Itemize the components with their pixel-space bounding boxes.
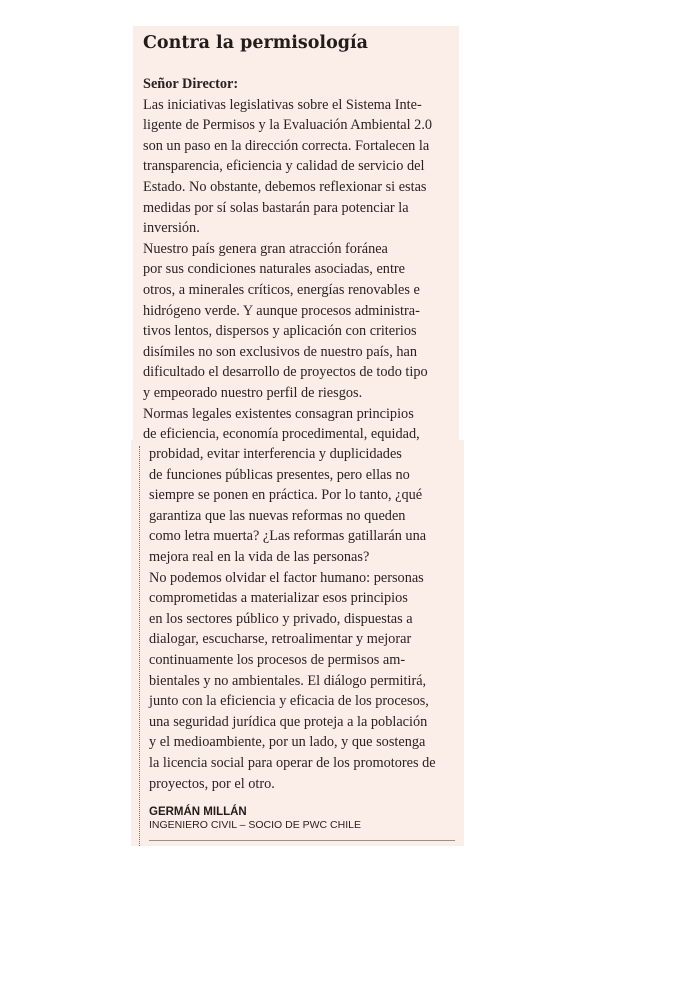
body-line: garantiza que las nuevas reformas no queden [149,507,406,524]
body-line: dialogar, escucharse, retroalimentar y mejorar [149,631,412,648]
body-line: de funciones públicas presentes, pero ellas no [149,466,410,483]
body-line: Estado. No obstante, debemos reflexionar si estas [143,178,427,195]
body-line: ligente de Permisos y la Evaluación Ambiental 2.0 [143,117,433,134]
body-line: continuamente los procesos de permisos am- [149,651,406,668]
body-line: comprometidas a materializar esos principios [149,590,408,607]
body-line: proyectos, por el otro. [149,775,275,792]
body-line: son un paso en la dirección correcta. Fortalecen la [143,137,430,154]
body-line: mejora real en la vida de las personas? [149,548,370,565]
body-line: y empeorado nuestro perfil de riesgos. [143,384,363,401]
body-line: Normas legales existentes consagran principios [143,405,414,422]
body-line: la licencia social para operar de los promotores de [149,754,436,771]
author-name: GERMÁN MILLÁN [149,806,247,818]
article-body-bottom [149,444,436,794]
body-line: otros, a minerales críticos, energías renovables e [143,281,420,298]
bottom-divider [149,840,455,841]
body-line: Las iniciativas legislativas sobre el Sistema Inte- [143,96,422,113]
body-line: junto con la eficiencia y eficacia de los procesos, [149,693,429,710]
article-title: Contra la permisología [143,33,368,53]
body-line: bientales y no ambientales. El diálogo permitirá, [149,672,427,689]
body-line: tivos lentos, dispersos y aplicación con criterios [143,323,417,340]
body-line: medidas por sí solas bastarán para potenciar la [143,199,409,216]
body-line: transparencia, eficiencia y calidad de servicio del [143,158,425,175]
author-role: INGENIERO CIVIL – SOCIO DE PWC CHILE [149,819,361,831]
body-line: y el medioambiente, por un lado, y que sostenga [149,734,426,751]
dotted-cut-line [139,446,140,846]
body-line: disímiles no son exclusivos de nuestro país, han [143,343,417,360]
body-line: de eficiencia, economía procedimental, equidad, [143,426,420,443]
body-line: Nuestro país genera gran atracción foránea [143,240,388,257]
body-line: por sus condiciones naturales asociadas, entre [143,261,406,278]
body-line: siempre se ponen en práctica. Por lo tanto, ¿qué [149,487,423,504]
body-line: inversión. [143,220,200,237]
article-body-top [143,74,432,445]
body-line: No podemos olvidar el factor humano: personas [149,569,424,586]
body-line: hidrógeno verde. Y aunque procesos administra- [143,302,420,319]
body-line: probidad, evitar interferencia y duplicidades [149,446,402,462]
body-line: como letra muerta? ¿Las reformas gatillarán una [149,528,427,545]
body-line: dificultado el desarrollo de proyectos de todo tipo [143,364,428,381]
body-line: una seguridad jurídica que proteja a la población [149,713,428,730]
salutation: Señor Director: [143,76,239,92]
body-line: en los sectores público y privado, dispuestas a [149,610,413,627]
